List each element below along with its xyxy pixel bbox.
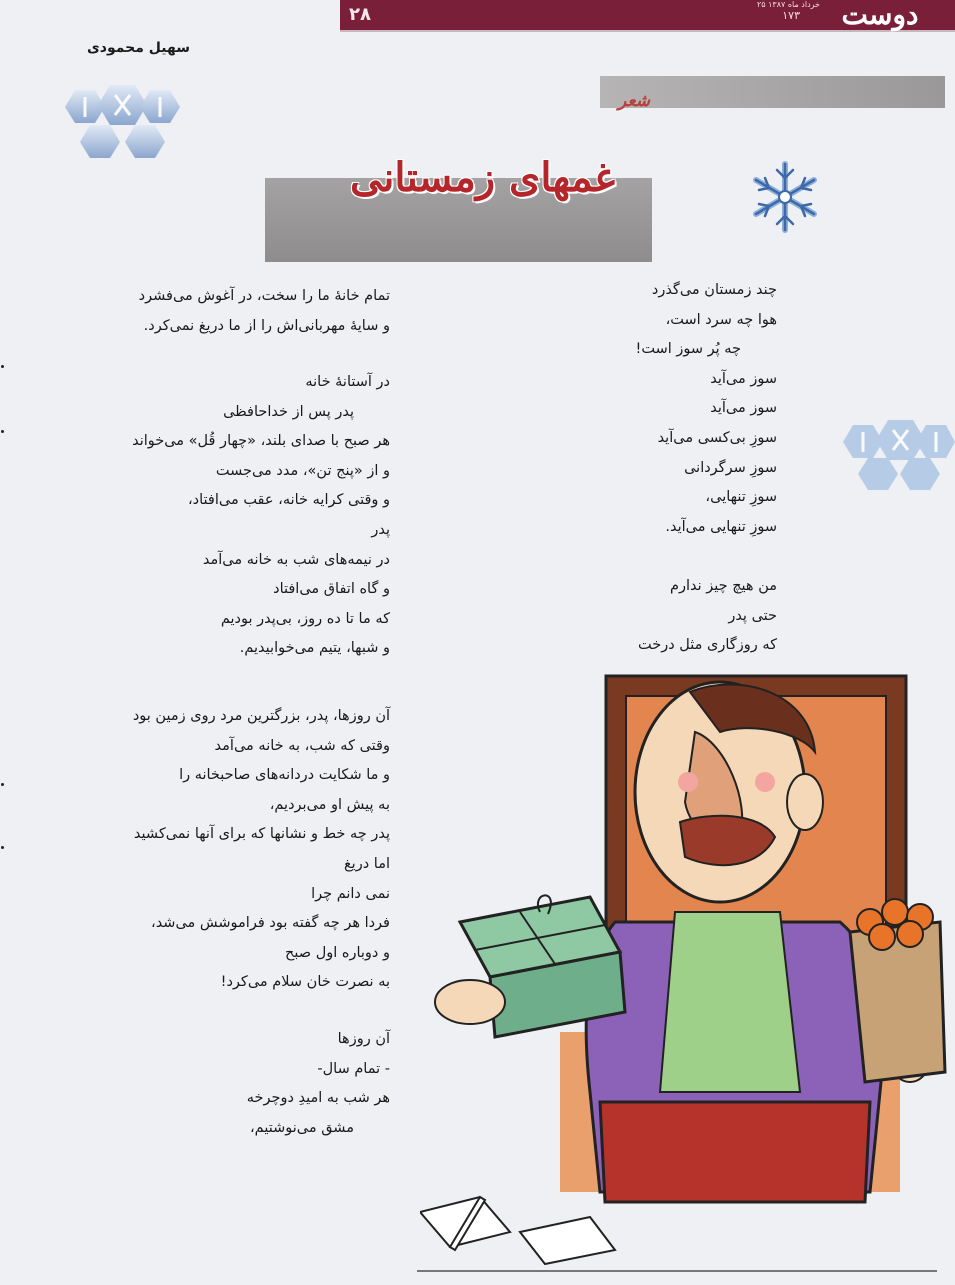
poem-line: چه پُر سوز است! bbox=[635, 341, 741, 358]
cartoon-illustration bbox=[420, 672, 950, 1272]
poem-line: و سایهٔ مهربانی‌اش را از ما دریغ نمی‌کرد. bbox=[143, 317, 390, 334]
poem-line: سوزِ تنهایی، bbox=[705, 489, 777, 506]
section-bar bbox=[600, 76, 945, 108]
poem-line: و وقتی کرایه خانه، عقب می‌افتاد، bbox=[187, 492, 390, 509]
issue-number: ۱۷۳ bbox=[782, 9, 800, 22]
author-name: سهیل محمودی bbox=[86, 40, 190, 56]
margin-dot bbox=[1, 365, 4, 368]
poem-line: به پیش او می‌بردیم، bbox=[269, 796, 390, 813]
bottom-rule bbox=[417, 1270, 937, 1272]
poem-line: پدر پس از خداحافظی bbox=[223, 403, 354, 420]
poem-line: هر صبح با صدای بلند، «چهار قُل» می‌خواند bbox=[132, 433, 390, 450]
poem-line: و ما شکایت دردانه‌های صاحبخانه را bbox=[179, 767, 390, 784]
poem-line: - تمام سال- bbox=[317, 1060, 390, 1077]
margin-dot bbox=[1, 430, 4, 433]
poem-column-right bbox=[470, 276, 777, 666]
poem-line: آن روزها، پدر، بزرگترین مرد روی زمین بود bbox=[132, 708, 390, 724]
poem-line: که ما تا ده روز، بی‌پدر بودیم bbox=[220, 610, 390, 627]
poem-line: به نصرت خان سلام می‌کرد! bbox=[220, 974, 390, 991]
poem-line: پدر چه خط و نشانها که برای آنها نمی‌کشید bbox=[133, 826, 390, 843]
poem-stanza bbox=[100, 368, 390, 678]
poem-line: هر شب به امیدِ دوچرخه bbox=[246, 1090, 390, 1107]
poem-line: و از «پنج تن»، مدد می‌جست bbox=[215, 462, 390, 479]
magazine-logo: دوست bbox=[841, 0, 919, 31]
poem-line: تمام خانهٔ ما را سخت، در آغوش می‌فشرد bbox=[138, 288, 390, 304]
poem-line: و گاه اتفاق می‌افتاد bbox=[273, 581, 390, 598]
poem-line: سوز می‌آید bbox=[710, 370, 777, 387]
poem-line: آن روزها bbox=[337, 1031, 390, 1047]
poem-line: سوزِ تنهایی می‌آید. bbox=[665, 518, 777, 535]
poem-line: سوزِ سرگردانی bbox=[684, 459, 777, 476]
poem-line: چند زمستان می‌گذرد bbox=[651, 282, 777, 298]
poem-line: وقتی که شب، به خانه می‌آمد bbox=[214, 737, 390, 754]
poem-stanza bbox=[100, 702, 390, 1002]
poem-line bbox=[470, 542, 777, 572]
grocery-bag bbox=[850, 899, 945, 1082]
snowflake-icon bbox=[55, 85, 190, 160]
poem-stanza bbox=[100, 282, 390, 342]
poem-line: سوزِ بی‌کسی می‌آید bbox=[657, 429, 777, 446]
poem-line: در نیمه‌های شب به خانه می‌آمد bbox=[202, 551, 390, 568]
issue-date: ۲۵ خرداد ماه ۱۳۸۷ bbox=[756, 0, 820, 9]
page-number: ۲۸ bbox=[349, 4, 371, 25]
poem-line: اما دریغ bbox=[343, 855, 390, 872]
poem-line: هوا چه سرد است، bbox=[665, 311, 777, 328]
poem-line: در آستانهٔ خانه bbox=[305, 374, 390, 390]
margin-dot bbox=[1, 846, 4, 849]
poem-line: فردا هر چه گفته بود فراموشش می‌شد، bbox=[151, 915, 390, 932]
book-icon bbox=[420, 1197, 615, 1264]
poem-line: من هیچ چیز ندارم bbox=[669, 577, 777, 594]
snowflake-icon bbox=[745, 158, 825, 236]
poem-line: و شبها، یتیم می‌خوابیدیم. bbox=[239, 640, 390, 657]
poem-line: مشق می‌نوشتیم، bbox=[249, 1119, 354, 1136]
margin-dot bbox=[1, 783, 4, 786]
poem-line: و دوباره اول صبح bbox=[285, 944, 390, 961]
section-label: شعر bbox=[618, 91, 650, 111]
poem-line: سوز می‌آید bbox=[710, 400, 777, 417]
poem-stanza bbox=[100, 1025, 390, 1150]
page-title: غمهای زمستانی bbox=[349, 154, 615, 201]
poem-line: که روزگاری مثل درخت bbox=[638, 637, 777, 654]
snowflake-icon bbox=[838, 420, 955, 490]
poem-line: حتی پدر bbox=[728, 607, 777, 624]
poem-line: پدر bbox=[371, 521, 390, 538]
poem-line: نمی دانم چرا bbox=[311, 885, 390, 902]
